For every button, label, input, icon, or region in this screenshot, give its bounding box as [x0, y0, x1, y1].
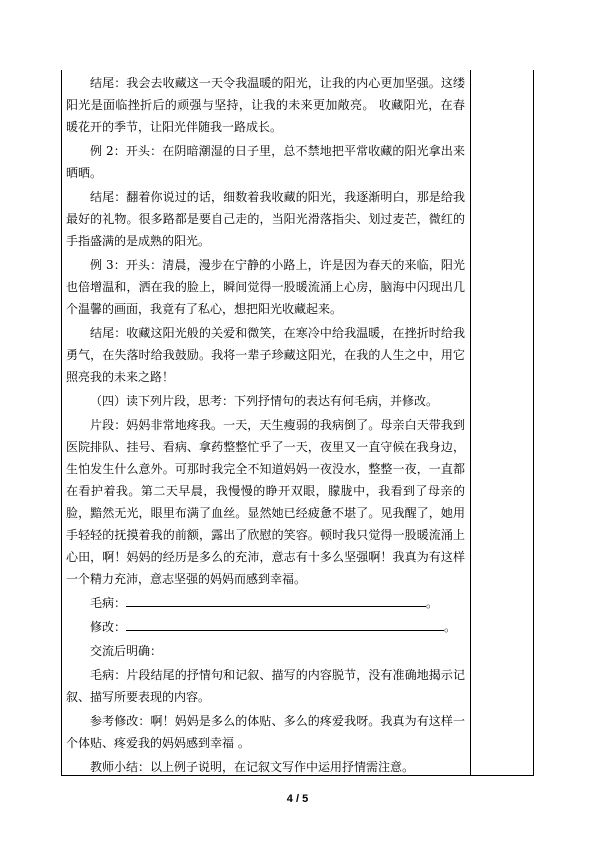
- table-content-cell: [66, 72, 465, 780]
- revise-label: 修改：: [90, 620, 127, 634]
- paragraph-example-2-opening: 例 2：开头：在阴暗潮湿的日子里，总不禁地把平常收藏的阳光拿出来晒晒。: [66, 144, 465, 180]
- paragraph-fault-answer: 毛病：片段结尾的抒情句和记叙、描写的内容脱节，没有准确地揭示记叙、描写所要表现的内容。: [66, 668, 465, 704]
- paragraph-excerpt: 片段：妈妈非常地疼我。一天，天生瘦弱的我病倒了。母亲白天带我到医院排队、挂号、看病、拿药整整忙乎了一天，夜里又一直守候在我身边，生怕发生什么意外。可那时我完全不知道妈妈一夜没水，整整一夜，一直都在看护着我。第二天早晨，我慢慢的睁开双眼，朦胧中，我看到了母亲的脸，黯然无光，眼里布满了血丝。显然她已经疲惫不堪了。见我醒了，她用手轻轻的抚摸着我的前额，露出了欣慰的笑容。顿时我只觉得一股暖流涌上心田，啊！妈妈的经历是多么的充沛，意志有十多么坚强啊！我真为有这样一个精力充沛，意志坚强的妈妈而感到幸福。: [66, 418, 465, 586]
- paragraph-ending-2: 结尾：翻着你说过的话，细数着我收藏的阳光，我逐渐明白，那是给我最好的礼物。很多路都是要自己走的，当阳光滑落指尖、划过麦芒，微红的手指盛满的是成熟的阳光。: [66, 190, 465, 248]
- paragraph-after-discussion: 交流后明确：: [90, 644, 163, 658]
- paragraph-task-heading: （四）读下列片段，思考：下列抒情句的表达有何毛病，并修改。: [90, 394, 439, 408]
- paragraph-ending-1: 结尾：我会去收藏这一天令我温暖的阳光，让我的内心更加坚强。这缕阳光是面临挫折后的顽强与坚持，让我的未来更加敞亮。 收藏阳光，在春暖花开的季节，让阳光伴随我一路成长。: [66, 76, 465, 134]
- fault-label: 毛病：: [90, 596, 127, 610]
- table-column-divider: [470, 70, 471, 776]
- paragraph-example-3-opening: 例 3：开头：清晨，漫步在宁静的小路上，许是因为春天的来临，阳光也倍增温和，洒在我的脸上，瞬间觉得一股暖流涌上心房，脑海中闪现出几个温馨的画面，我竟有了私心，想把阳光收藏起来。: [66, 258, 465, 316]
- paragraph-reference-revision: 参考修改：啊！妈妈是多么的体贴、多么的疼爱我呀。我真为有这样一个体贴、疼爱我的妈妈感到幸福 。: [66, 714, 465, 750]
- fault-line: [66, 592, 465, 614]
- revise-end: 。: [444, 620, 457, 634]
- revise-line: [66, 616, 465, 638]
- revise-blank[interactable]: [126, 619, 444, 631]
- fault-end: 。: [426, 596, 439, 610]
- paragraph-teacher-summary: 教师小结：以上例子说明，在记叙文写作中运用抒情需注意。: [90, 760, 415, 774]
- page-number: 4 / 5: [286, 793, 309, 805]
- paragraph-ending-3: 结尾：收藏这阳光般的关爱和微笑，在寒冷中给我温暖，在挫折时给我勇气，在失落时给我鼓励。我将一辈子珍藏这阳光，在我的人生之中，用它照亮我的未来之路！: [66, 326, 465, 384]
- fault-blank[interactable]: [126, 595, 426, 607]
